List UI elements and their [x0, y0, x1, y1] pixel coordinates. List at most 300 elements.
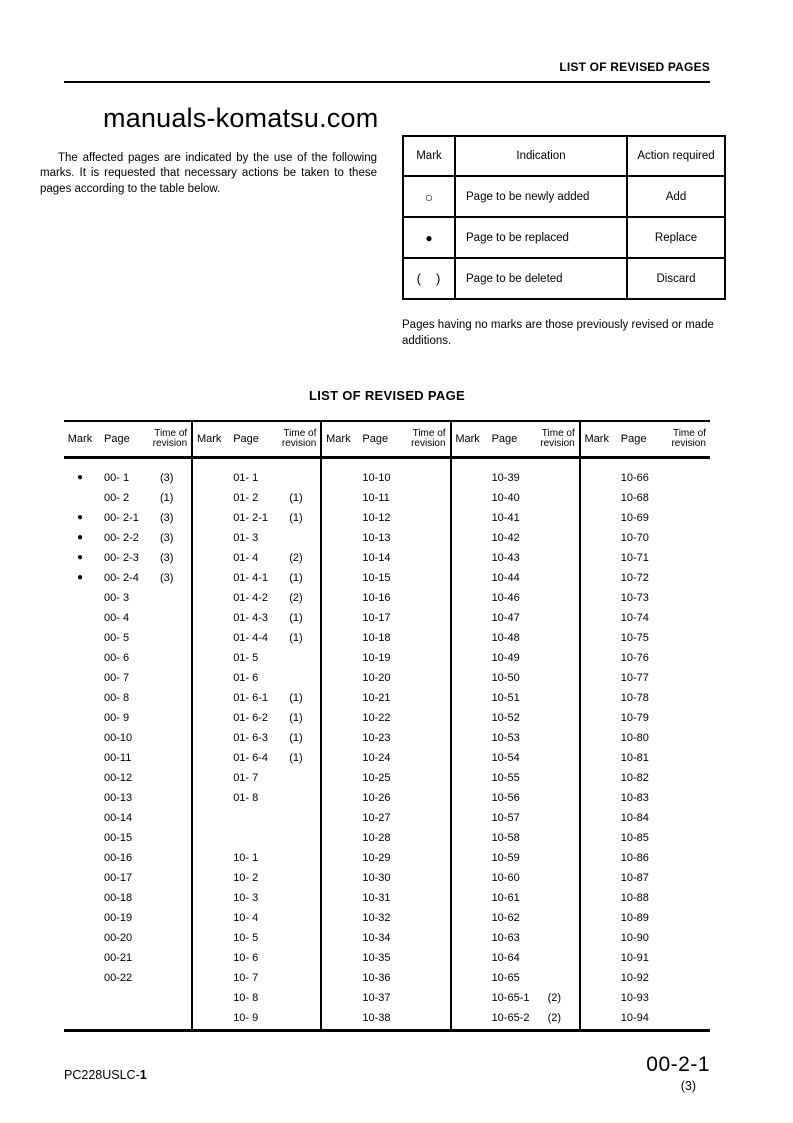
table-row: [64, 508, 191, 528]
page-cell: 10-39: [491, 472, 520, 484]
table-row: [581, 488, 710, 508]
page-cell: 10-50: [491, 672, 520, 684]
group-header: [452, 422, 581, 456]
table-row: [64, 888, 191, 908]
table-row: [64, 648, 191, 668]
revision-cell: (1): [289, 632, 303, 644]
page-cell: 00- 2-3: [104, 552, 139, 564]
page-cell: 10-66: [620, 472, 649, 484]
page-cell: 10-47: [491, 612, 520, 624]
revision-cell: (2): [289, 592, 303, 604]
page-cell: 00- 7: [104, 672, 130, 684]
table-row: [452, 948, 579, 968]
page-cell: 10-21: [362, 692, 391, 704]
table-row: [322, 728, 449, 748]
table-row: [64, 548, 191, 568]
table-row: [452, 868, 579, 888]
table-row: [581, 968, 710, 988]
revision-cell: (1): [289, 692, 303, 704]
table-row: [322, 628, 449, 648]
page-cell: 10-88: [620, 892, 649, 904]
page-cell: 10-65-2: [491, 1012, 530, 1024]
page-cell: 10- 1: [233, 852, 259, 864]
page-cell: 01- 6-2: [233, 712, 269, 724]
table-row: [581, 788, 710, 808]
table-row: [581, 808, 710, 828]
filled-circle-mark: ●: [76, 512, 84, 523]
table-row: [193, 568, 320, 588]
page-cell: 10-70: [620, 532, 649, 544]
page-cell: 10-55: [491, 772, 520, 784]
mark-legend-row: [403, 176, 725, 217]
table-row: [452, 588, 579, 608]
page-cell: 10-89: [620, 912, 649, 924]
page-header: Page: [362, 433, 389, 445]
page-cell: 00-10: [104, 732, 133, 744]
table-row: [452, 688, 579, 708]
table-row: [322, 488, 449, 508]
revision-table-body: [64, 459, 710, 1029]
page-cell: 00-22: [104, 972, 133, 984]
page-cell: 10-54: [491, 752, 520, 764]
page-cell: 10-11: [362, 492, 390, 504]
table-row: [581, 688, 710, 708]
table-row: [452, 848, 579, 868]
revision-table-column: [64, 459, 193, 1029]
page-cell: 10-40: [491, 492, 520, 504]
table-row: [452, 748, 579, 768]
page-cell: 00-16: [104, 852, 133, 864]
page-cell: 01- 4-1: [233, 572, 269, 584]
table-row: [64, 808, 191, 828]
table-row: [193, 1008, 320, 1028]
page-cell: 10-73: [620, 592, 649, 604]
table-row: [452, 708, 579, 728]
page-cell: 10-86: [620, 852, 649, 864]
page-cell: 10-72: [620, 572, 649, 584]
table-row: [452, 928, 579, 948]
table-row: [322, 988, 449, 1008]
page-cell: 10-24: [362, 752, 391, 764]
table-row: [581, 948, 710, 968]
table-row: [452, 788, 579, 808]
model-prefix: PC228USLC-: [64, 1068, 140, 1082]
page-cell: 00- 2: [104, 492, 130, 504]
action-cell: Add: [627, 176, 725, 217]
table-row: [581, 888, 710, 908]
table-row: [64, 968, 191, 988]
page-cell: 10-18: [362, 632, 391, 644]
table-row: [322, 888, 449, 908]
page-cell: 01- 4: [233, 552, 259, 564]
table-row: [193, 808, 320, 828]
table-row: [322, 748, 449, 768]
table-row: [581, 868, 710, 888]
page-cell: 10- 5: [233, 932, 259, 944]
mark-header: Mark: [196, 433, 222, 445]
table-row: [193, 488, 320, 508]
table-row: [581, 988, 710, 1008]
page-cell: 00-17: [104, 872, 133, 884]
page-cell: 00-12: [104, 772, 133, 784]
watermark-text: manuals-komatsu.com: [103, 103, 379, 133]
page-cell: 10-65-1: [491, 992, 530, 1004]
page-cell: 10-93: [620, 992, 649, 1004]
page-cell: 01- 8: [233, 792, 259, 804]
revision-table-column: [322, 459, 451, 1029]
page-header: Page: [620, 433, 647, 445]
table-row: [193, 588, 320, 608]
table-row: [581, 588, 710, 608]
table-row: [64, 988, 191, 1008]
table-row: [64, 528, 191, 548]
page-cell: 10-79: [620, 712, 649, 724]
footer-model-code: [64, 1068, 147, 1082]
revision-cell: (2): [547, 1012, 562, 1024]
page-cell: 10-85: [620, 832, 649, 844]
intro-paragraph: The affected pages are indicated by the use of the following marks. It is requested that necessary actions be taken to these pages according to the table below.: [40, 151, 377, 195]
page-cell: 00-11: [104, 752, 132, 764]
table-row: [581, 708, 710, 728]
table-row: [452, 968, 579, 988]
mark-legend-header-row: [403, 136, 725, 176]
table-row: [581, 548, 710, 568]
page-cell: 00-21: [104, 952, 133, 964]
revision-cell: (3): [160, 532, 174, 544]
page-cell: 10-13: [362, 532, 391, 544]
page-cell: 10-31: [362, 892, 391, 904]
page-cell: 10-44: [491, 572, 520, 584]
table-row: [193, 648, 320, 668]
revision-cell: (3): [160, 552, 174, 564]
page-cell: 00- 2-1: [104, 512, 139, 524]
revision-table-header: [64, 422, 710, 456]
page-cell: 10-57: [491, 812, 520, 824]
table-row: [581, 928, 710, 948]
page-cell: 10-81: [620, 752, 649, 764]
page-cell: 10-42: [491, 532, 520, 544]
table-row: [322, 828, 449, 848]
page-cell: 10-65: [491, 972, 520, 984]
mark-column-header: Mark: [403, 136, 455, 176]
revision-header: Time of revision: [152, 427, 188, 449]
page-cell: 10- 2: [233, 872, 259, 884]
page-cell: 00-18: [104, 892, 133, 904]
page-cell: 01- 4-4: [233, 632, 269, 644]
page-cell: 10-49: [491, 652, 520, 664]
table-row: [64, 568, 191, 588]
revision-cell: (2): [289, 552, 303, 564]
table-row: [452, 808, 579, 828]
table-row: [322, 968, 449, 988]
filled-circle-mark: ●: [76, 472, 84, 483]
table-row: [193, 868, 320, 888]
page-cell: 10-75: [620, 632, 649, 644]
table-row: [322, 608, 449, 628]
table-row: [452, 888, 579, 908]
table-row: [193, 608, 320, 628]
page-cell: 01- 6-4: [233, 752, 269, 764]
revision-table-column: [581, 459, 710, 1029]
table-row: [452, 608, 579, 628]
page-cell: 10-74: [620, 612, 649, 624]
table-row: [64, 628, 191, 648]
table-row: [193, 928, 320, 948]
page-cell: 10-53: [491, 732, 520, 744]
page-cell: 01- 1: [233, 472, 259, 484]
group-header: [193, 422, 322, 456]
table-row: [322, 688, 449, 708]
table-row: [322, 788, 449, 808]
table-row: [193, 708, 320, 728]
page-cell: 00-19: [104, 912, 133, 924]
page-cell: 10-78: [620, 692, 649, 704]
indication-cell: Page to be newly added: [455, 176, 627, 217]
table-row: [193, 548, 320, 568]
table-row: [581, 828, 710, 848]
table-row: [581, 568, 710, 588]
page-cell: 10-14: [362, 552, 391, 564]
page-cell: 10-37: [362, 992, 391, 1004]
table-row: [452, 908, 579, 928]
page-header: Page: [104, 433, 130, 445]
page-cell: 10-91: [620, 952, 649, 964]
page-cell: 10-58: [491, 832, 520, 844]
revision-cell: (3): [160, 572, 174, 584]
page-cell: 01- 5: [233, 652, 259, 664]
page-cell: 10-68: [620, 492, 649, 504]
table-row: [193, 628, 320, 648]
revision-table-column: [193, 459, 322, 1029]
table-row: [64, 908, 191, 928]
mark-header: Mark: [455, 433, 480, 445]
revision-cell: (1): [289, 572, 303, 584]
revision-header: Time of revision: [281, 427, 317, 449]
table-row: [193, 748, 320, 768]
table-row: [193, 988, 320, 1008]
revision-cell: (1): [160, 492, 174, 504]
page-cell: 10-16: [362, 592, 391, 604]
page-cell: 10-26: [362, 792, 391, 804]
page-cell: 00-20: [104, 932, 133, 944]
table-row: [322, 928, 449, 948]
table-row: [452, 988, 579, 1008]
table-row: [193, 768, 320, 788]
page-cell: 10-63: [491, 932, 520, 944]
page-cell: 00- 8: [104, 692, 130, 704]
table-row: [64, 788, 191, 808]
action-cell: Replace: [627, 217, 725, 258]
table-row: [452, 828, 579, 848]
page-cell: 10-46: [491, 592, 520, 604]
table-row: [452, 1008, 579, 1028]
table-row: [452, 488, 579, 508]
revision-header: Time of revision: [540, 427, 575, 449]
page-cell: 01- 2: [233, 492, 259, 504]
revision-cell: (3): [160, 472, 174, 484]
mark-header: Mark: [584, 433, 609, 445]
table-row: [452, 648, 579, 668]
revision-cell: (1): [289, 492, 303, 504]
page-cell: 10-12: [362, 512, 391, 524]
table-row: [64, 708, 191, 728]
page-cell: 00-14: [104, 812, 133, 824]
page-cell: 10-59: [491, 852, 520, 864]
mark-legend-body: [403, 176, 725, 299]
page-header: Page: [233, 433, 259, 445]
model-suffix: 1: [139, 1068, 147, 1082]
page-cell: 10-52: [491, 712, 520, 724]
table-row: [64, 688, 191, 708]
page-cell: 10-80: [620, 732, 649, 744]
table-row: [64, 848, 191, 868]
page-cell: 10-15: [362, 572, 391, 584]
table-row: [322, 588, 449, 608]
table-row: [581, 668, 710, 688]
page-cell: 10-20: [362, 672, 391, 684]
page-cell: 10-41: [491, 512, 520, 524]
table-row: [322, 908, 449, 928]
table-row: [64, 588, 191, 608]
filled-circle-mark: ●: [403, 217, 455, 258]
page-cell: 10-17: [362, 612, 391, 624]
page-cell: 10-62: [491, 912, 520, 924]
mark-header: Mark: [67, 433, 93, 445]
page-cell: 01- 6-3: [233, 732, 269, 744]
table-row: [322, 708, 449, 728]
page-cell: 10-71: [620, 552, 649, 564]
page-cell: 01- 3: [233, 532, 259, 544]
table-row: [452, 548, 579, 568]
table-row: [322, 868, 449, 888]
page-cell: 00- 6: [104, 652, 130, 664]
revision-header: Time of revision: [671, 427, 706, 449]
page-cell: 10-84: [620, 812, 649, 824]
revision-cell: (1): [289, 612, 303, 624]
page-cell: 01- 6-1: [233, 692, 269, 704]
table-row: [193, 848, 320, 868]
revision-cell: (1): [289, 712, 303, 724]
table-row: [64, 828, 191, 848]
page-cell: 10- 4: [233, 912, 259, 924]
table-row: [322, 648, 449, 668]
table-row: [452, 728, 579, 748]
page-cell: 10- 3: [233, 892, 259, 904]
table-row: [452, 528, 579, 548]
filled-circle-mark: ●: [76, 572, 84, 583]
page-cell: 10- 6: [233, 952, 259, 964]
group-header: [581, 422, 710, 456]
table-row: [193, 908, 320, 928]
filled-circle-mark: ●: [76, 552, 84, 563]
revision-cell: (2): [547, 992, 562, 1004]
page-cell: 10-61: [491, 892, 520, 904]
open-circle-mark: ○: [403, 176, 455, 217]
table-row: [581, 628, 710, 648]
page-cell: 10-82: [620, 772, 649, 784]
table-row: [452, 628, 579, 648]
revision-table: [64, 420, 710, 1032]
page-cell: 10-90: [620, 932, 649, 944]
table-row: [322, 948, 449, 968]
table-row: [64, 608, 191, 628]
page-cell: 01- 7: [233, 772, 259, 784]
page-cell: 10-69: [620, 512, 649, 524]
revision-cell: (1): [289, 512, 303, 524]
page-cell: 01- 6: [233, 672, 259, 684]
revision-table-title: LIST OF REVISED PAGE: [308, 388, 465, 403]
page-cell: 10-60: [491, 872, 520, 884]
table-row: [322, 548, 449, 568]
table-row: [193, 888, 320, 908]
indication-cell: Page to be deleted: [455, 258, 627, 299]
table-row: [64, 1008, 191, 1028]
page-cell: 00- 5: [104, 632, 130, 644]
table-row: [452, 668, 579, 688]
page-cell: 10-23: [362, 732, 391, 744]
page-cell: 10-64: [491, 952, 520, 964]
action-column-header: Action required: [627, 136, 725, 176]
table-row: [581, 848, 710, 868]
table-row: [581, 728, 710, 748]
table-row: [322, 568, 449, 588]
page-cell: 00- 3: [104, 592, 130, 604]
table-row: [193, 948, 320, 968]
table-row: [193, 528, 320, 548]
table-row: [64, 868, 191, 888]
filled-circle-mark: ●: [76, 532, 84, 543]
page-cell: 10-28: [362, 832, 391, 844]
table-row: [581, 528, 710, 548]
page-cell: 10-38: [362, 1012, 391, 1024]
table-row: [322, 808, 449, 828]
page-cell: 10-30: [362, 872, 391, 884]
table-row: [322, 528, 449, 548]
page-cell: 00- 2-4: [104, 572, 139, 584]
page-cell: 10-51: [491, 692, 520, 704]
table-row: [322, 1008, 449, 1028]
table-row: [193, 968, 320, 988]
table-row: [322, 768, 449, 788]
page-cell: 00- 4: [104, 612, 130, 624]
page-cell: 10- 9: [233, 1012, 259, 1024]
mark-header: Mark: [326, 433, 351, 445]
table-row: [193, 668, 320, 688]
page-cell: 10-36: [362, 972, 391, 984]
page-cell: 10-22: [362, 712, 391, 724]
page-cell: 10-25: [362, 772, 391, 784]
table-row: [193, 728, 320, 748]
page-cell: 10-34: [362, 932, 391, 944]
page-cell: 10-29: [362, 852, 391, 864]
footer-revision-count: (3): [680, 1079, 696, 1093]
table-row: [64, 948, 191, 968]
page-cell: 10-94: [620, 1012, 649, 1024]
page-cell: 01- 4-3: [233, 612, 269, 624]
page-cell: 00-15: [104, 832, 133, 844]
group-header: [64, 422, 193, 456]
action-cell: Discard: [627, 258, 725, 299]
mark-legend-row: [403, 258, 725, 299]
page-header: Page: [491, 433, 518, 445]
page-cell: 00- 2-2: [104, 532, 139, 544]
table-row: [64, 668, 191, 688]
table-row: [581, 468, 710, 488]
indication-column-header: Indication: [455, 136, 627, 176]
table-row: [322, 848, 449, 868]
note-paragraph: Pages having no marks are those previously revised or made additions.: [402, 318, 714, 347]
table-row: [581, 648, 710, 668]
